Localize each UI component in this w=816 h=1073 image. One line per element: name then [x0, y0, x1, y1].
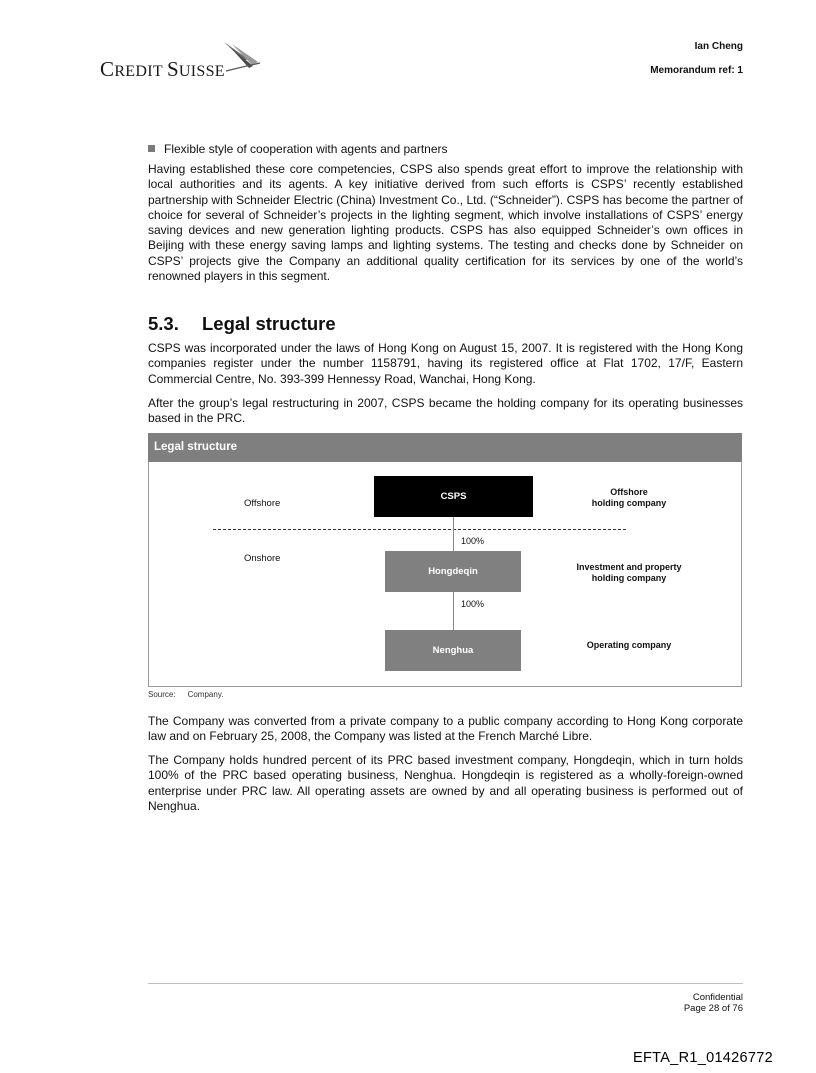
section-title: Legal structure [202, 313, 336, 334]
paragraph-restructuring: After the group’s legal restructuring in 2007, CSPS became the holding company for its operating businesses based in the PRC. [148, 396, 743, 426]
hongdeqin-box: Hongdeqin [385, 551, 521, 592]
footer-confidential: Confidential [692, 992, 743, 1003]
footer-page-number: Page 28 of 76 [683, 1003, 743, 1014]
figure-source: Source: Company. [148, 690, 224, 699]
csps-box: CSPS [374, 476, 533, 517]
section-number: 5.3. [148, 313, 179, 334]
offshore-onshore-divider [213, 529, 626, 530]
figure-title-bar: Legal structure [148, 433, 742, 462]
document-id: EFTA_R1_01426772 [633, 1050, 773, 1066]
offshore-holding-label: Offshore holding company [591, 487, 667, 508]
operating-company-label: Operating company [586, 640, 672, 650]
bullet-square-icon [148, 145, 155, 152]
bullet-text: Flexible style of cooperation with agents and partners [164, 142, 448, 156]
credit-suisse-logo-text: CREDIT SUISSE [100, 57, 225, 81]
ownership-pct-nenghua: 100% [461, 599, 485, 609]
paragraph-incorporation: CSPS was incorporated under the laws of Hong Kong on August 15, 2007. It is registered with the Hong Kong companies register under the number 1158791, having its registered office at Flat 1702, 17/F, Eastern Commercial Centre, No. 393-399 Hennessy Road, Wanchai, Hong Kong. [148, 341, 743, 386]
offshore-label: Offshore [244, 498, 281, 509]
paragraph-schneider-partnership: Having established these core competencies, CSPS also spends great effort to improve the relationship with local authorities and its agents. A key initiative derived from such efforts is CSPS’ recently established partnership with Schneider Electric (China) Investment Co., Ltd. (“Schneider”). CSPS has become the partner of choice for several of Schneider’s projects in the lighting segment, which involve installations of CSPS’ energy saving devices and new generation lighting products. CSPS has also equipped Schneider’s own offices in Beijing with these energy saving lamps and lighting systems. The testing and checks done by Schneider on CSPS’ projects give the Company an additional quality certification for its services by one of the world’s renowned players in this segment. [148, 162, 743, 284]
credit-suisse-sails-icon [222, 41, 262, 75]
bullet-item [148, 142, 448, 157]
paragraph-ownership: The Company holds hundred percent of its PRC based investment company, Hongdeqin, which in turn holds 100% of the PRC based operating business, Nenghua. Hongdeqin is registered as a wholly-foreign-owned enterprise under PRC law. All operating assets are owned by and all operating business is performed out of Nenghua. [148, 753, 743, 813]
investment-holding-label: Investment and property holding company [576, 562, 682, 583]
header-author: Ian Cheng [694, 41, 743, 52]
nenghua-box: Nenghua [385, 630, 521, 671]
ownership-line-hongdeqin-nenghua [453, 592, 454, 630]
header-memo-ref: Memorandum ref: 1 [650, 65, 743, 76]
onshore-label: Onshore [244, 553, 281, 564]
ownership-pct-hongdeqin: 100% [461, 536, 485, 546]
ownership-line-csps-hongdeqin [453, 517, 454, 551]
paragraph-public-conversion: The Company was converted from a private company to a public company according to Hong Kong corporate law and on February 25, 2008, the Company was listed at the French Marché Libre. [148, 714, 743, 744]
footer-divider [148, 983, 743, 984]
section-heading [148, 313, 336, 335]
